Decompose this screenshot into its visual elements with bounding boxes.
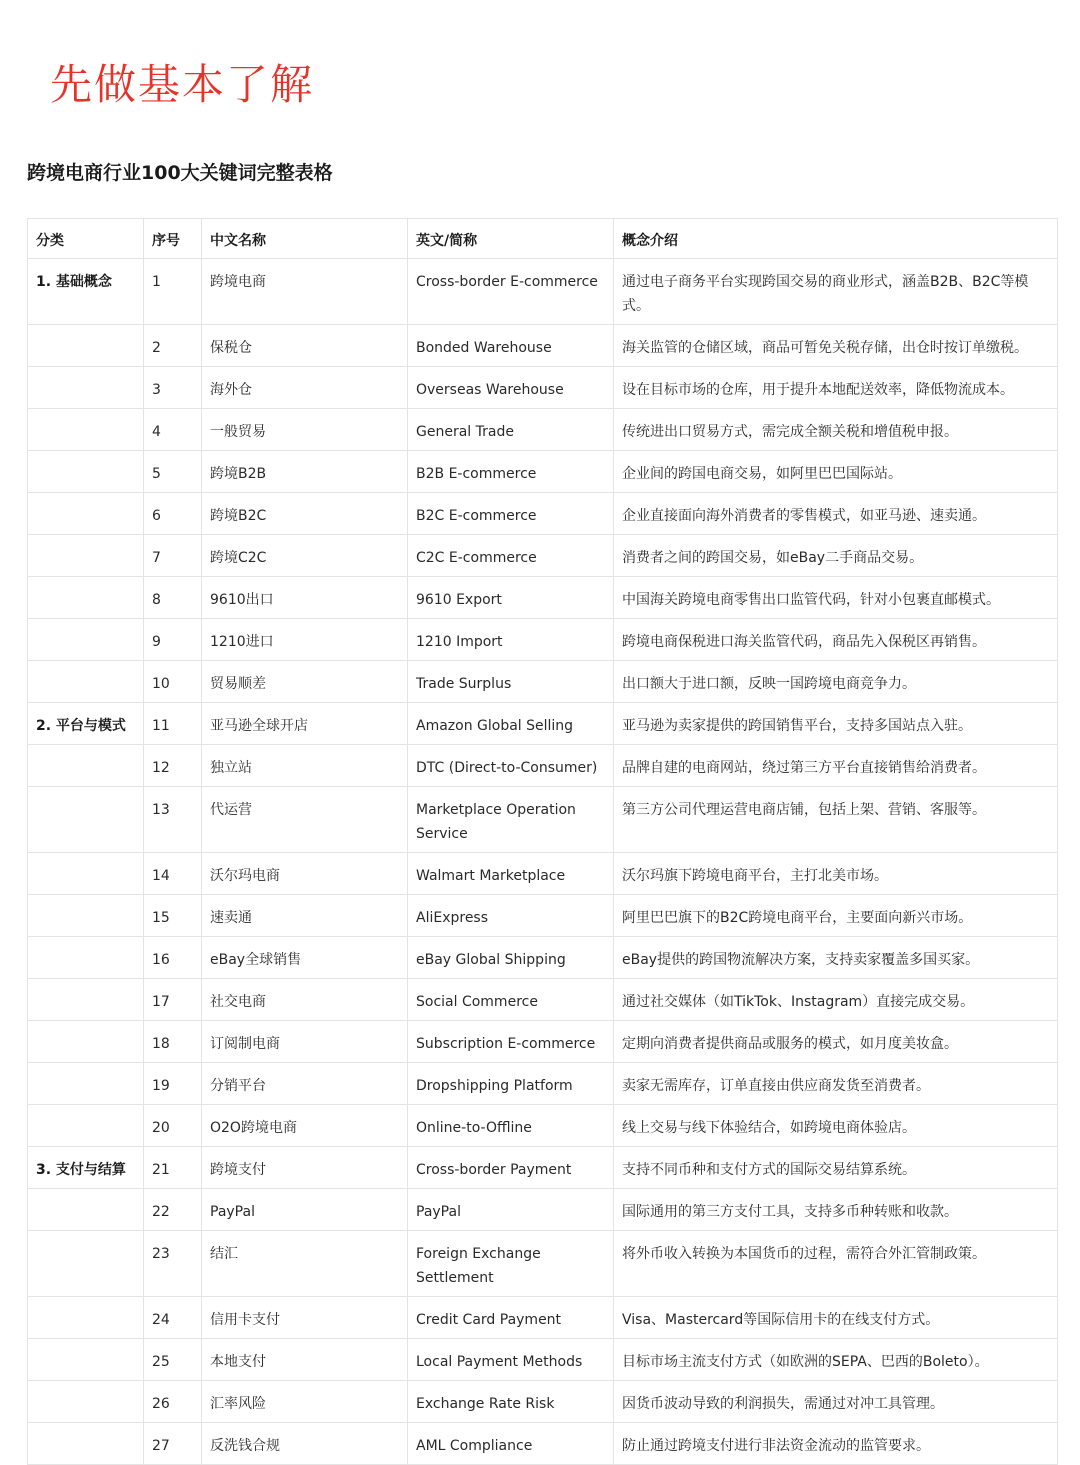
category-cell	[28, 979, 144, 1021]
index-cell: 3	[144, 367, 202, 409]
chinese-name-cell: 一般贸易	[202, 409, 408, 451]
index-cell: 11	[144, 703, 202, 745]
english-name-cell: Marketplace Operation Service	[408, 787, 614, 853]
english-name-cell: DTC (Direct-to-Consumer)	[408, 745, 614, 787]
description-cell: 消费者之间的跨国交易，如eBay二手商品交易。	[614, 535, 1058, 577]
english-name-cell: Dropshipping Platform	[408, 1063, 614, 1105]
english-name-cell: Subscription E-commerce	[408, 1021, 614, 1063]
english-name-cell: General Trade	[408, 409, 614, 451]
table-row	[28, 451, 1058, 493]
chinese-name-cell: 本地支付	[202, 1339, 408, 1381]
category-cell	[28, 1231, 144, 1297]
index-cell: 24	[144, 1297, 202, 1339]
table-header-row	[28, 219, 1058, 259]
description-cell: 企业间的跨国电商交易，如阿里巴巴国际站。	[614, 451, 1058, 493]
table-row	[28, 703, 1058, 745]
description-cell: 通过社交媒体（如TikTok、Instagram）直接完成交易。	[614, 979, 1058, 1021]
table-row	[28, 1423, 1058, 1465]
english-name-cell: 1210 Import	[408, 619, 614, 661]
category-cell	[28, 1021, 144, 1063]
index-cell: 19	[144, 1063, 202, 1105]
category-cell	[28, 1339, 144, 1381]
english-name-cell: C2C E-commerce	[408, 535, 614, 577]
page-headline: 先做基本了解	[50, 60, 315, 109]
chinese-name-cell: PayPal	[202, 1189, 408, 1231]
chinese-name-cell: 结汇	[202, 1231, 408, 1297]
category-cell	[28, 1423, 144, 1465]
header-chinese-name: 中文名称	[202, 219, 408, 259]
english-name-cell: B2C E-commerce	[408, 493, 614, 535]
category-cell	[28, 619, 144, 661]
english-name-cell: Overseas Warehouse	[408, 367, 614, 409]
description-cell: Visa、Mastercard等国际信用卡的在线支付方式。	[614, 1297, 1058, 1339]
table-row	[28, 853, 1058, 895]
table-row	[28, 787, 1058, 853]
header-description: 概念介绍	[614, 219, 1058, 259]
chinese-name-cell: 信用卡支付	[202, 1297, 408, 1339]
table-row	[28, 1189, 1058, 1231]
description-cell: 防止通过跨境支付进行非法资金流动的监管要求。	[614, 1423, 1058, 1465]
english-name-cell: Cross-border Payment	[408, 1147, 614, 1189]
category-cell	[28, 1297, 144, 1339]
description-cell: 品牌自建的电商网站，绕过第三方平台直接销售给消费者。	[614, 745, 1058, 787]
chinese-name-cell: 跨境支付	[202, 1147, 408, 1189]
header-index: 序号	[144, 219, 202, 259]
index-cell: 8	[144, 577, 202, 619]
description-cell: 目标市场主流支付方式（如欧洲的SEPA、巴西的Boleto）。	[614, 1339, 1058, 1381]
english-name-cell: Walmart Marketplace	[408, 853, 614, 895]
description-cell: 因货币波动导致的利润损失，需通过对冲工具管理。	[614, 1381, 1058, 1423]
description-cell: 支持不同币种和支付方式的国际交易结算系统。	[614, 1147, 1058, 1189]
chinese-name-cell: 反洗钱合规	[202, 1423, 408, 1465]
category-cell	[28, 367, 144, 409]
index-cell: 2	[144, 325, 202, 367]
english-name-cell: Foreign Exchange Settlement	[408, 1231, 614, 1297]
index-cell: 16	[144, 937, 202, 979]
table-row	[28, 1339, 1058, 1381]
chinese-name-cell: 海外仓	[202, 367, 408, 409]
description-cell: 线上交易与线下体验结合，如跨境电商体验店。	[614, 1105, 1058, 1147]
table-row	[28, 661, 1058, 703]
category-cell	[28, 1105, 144, 1147]
description-cell: 传统进出口贸易方式，需完成全额关税和增值税申报。	[614, 409, 1058, 451]
chinese-name-cell: 沃尔玛电商	[202, 853, 408, 895]
category-cell	[28, 1381, 144, 1423]
category-cell	[28, 325, 144, 367]
index-cell: 23	[144, 1231, 202, 1297]
english-name-cell: PayPal	[408, 1189, 614, 1231]
category-cell	[28, 451, 144, 493]
english-name-cell: Amazon Global Selling	[408, 703, 614, 745]
index-cell: 12	[144, 745, 202, 787]
header-english-name: 英文/简称	[408, 219, 614, 259]
category-cell: 3. 支付与结算	[28, 1147, 144, 1189]
description-cell: 通过电子商务平台实现跨国交易的商业形式，涵盖B2B、B2C等模式。	[614, 259, 1058, 325]
description-cell: 国际通用的第三方支付工具，支持多币种转账和收款。	[614, 1189, 1058, 1231]
table-row	[28, 577, 1058, 619]
table-row	[28, 619, 1058, 661]
category-cell	[28, 493, 144, 535]
category-cell	[28, 1063, 144, 1105]
index-cell: 10	[144, 661, 202, 703]
chinese-name-cell: 代运营	[202, 787, 408, 853]
index-cell: 14	[144, 853, 202, 895]
index-cell: 15	[144, 895, 202, 937]
category-cell	[28, 745, 144, 787]
category-cell	[28, 853, 144, 895]
description-cell: 卖家无需库存，订单直接由供应商发货至消费者。	[614, 1063, 1058, 1105]
table-row	[28, 895, 1058, 937]
chinese-name-cell: 9610出口	[202, 577, 408, 619]
english-name-cell: Bonded Warehouse	[408, 325, 614, 367]
description-cell: eBay提供的跨国物流解决方案，支持卖家覆盖多国买家。	[614, 937, 1058, 979]
table-row	[28, 1297, 1058, 1339]
description-cell: 阿里巴巴旗下的B2C跨境电商平台，主要面向新兴市场。	[614, 895, 1058, 937]
index-cell: 26	[144, 1381, 202, 1423]
table-row	[28, 409, 1058, 451]
category-cell	[28, 895, 144, 937]
index-cell: 21	[144, 1147, 202, 1189]
table-row	[28, 1147, 1058, 1189]
table-row	[28, 1381, 1058, 1423]
english-name-cell: Social Commerce	[408, 979, 614, 1021]
english-name-cell: Credit Card Payment	[408, 1297, 614, 1339]
table-row	[28, 493, 1058, 535]
description-cell: 第三方公司代理运营电商店铺，包括上架、营销、客服等。	[614, 787, 1058, 853]
english-name-cell: Cross-border E-commerce	[408, 259, 614, 325]
index-cell: 17	[144, 979, 202, 1021]
chinese-name-cell: 跨境B2B	[202, 451, 408, 493]
chinese-name-cell: 跨境B2C	[202, 493, 408, 535]
category-cell: 1. 基础概念	[28, 259, 144, 325]
index-cell: 25	[144, 1339, 202, 1381]
table-row	[28, 535, 1058, 577]
chinese-name-cell: 汇率风险	[202, 1381, 408, 1423]
index-cell: 20	[144, 1105, 202, 1147]
category-cell	[28, 1189, 144, 1231]
chinese-name-cell: 订阅制电商	[202, 1021, 408, 1063]
index-cell: 7	[144, 535, 202, 577]
chinese-name-cell: 跨境C2C	[202, 535, 408, 577]
description-cell: 跨境电商保税进口海关监管代码，商品先入保税区再销售。	[614, 619, 1058, 661]
chinese-name-cell: 独立站	[202, 745, 408, 787]
table-row	[28, 979, 1058, 1021]
description-cell: 出口额大于进口额，反映一国跨境电商竞争力。	[614, 661, 1058, 703]
chinese-name-cell: 社交电商	[202, 979, 408, 1021]
english-name-cell: eBay Global Shipping	[408, 937, 614, 979]
english-name-cell: Exchange Rate Risk	[408, 1381, 614, 1423]
english-name-cell: AML Compliance	[408, 1423, 614, 1465]
index-cell: 18	[144, 1021, 202, 1063]
table-row	[28, 367, 1058, 409]
description-cell: 中国海关跨境电商零售出口监管代码，针对小包裹直邮模式。	[614, 577, 1058, 619]
category-cell	[28, 937, 144, 979]
table-row	[28, 259, 1058, 325]
category-cell: 2. 平台与模式	[28, 703, 144, 745]
description-cell: 将外币收入转换为本国货币的过程，需符合外汇管制政策。	[614, 1231, 1058, 1297]
index-cell: 6	[144, 493, 202, 535]
table-row	[28, 1105, 1058, 1147]
chinese-name-cell: 分销平台	[202, 1063, 408, 1105]
table-row	[28, 1231, 1058, 1297]
index-cell: 4	[144, 409, 202, 451]
table-row	[28, 1021, 1058, 1063]
description-cell: 海关监管的仓储区域，商品可暂免关税存储，出仓时按订单缴税。	[614, 325, 1058, 367]
category-cell	[28, 577, 144, 619]
chinese-name-cell: 保税仓	[202, 325, 408, 367]
english-name-cell: Trade Surplus	[408, 661, 614, 703]
category-cell	[28, 661, 144, 703]
chinese-name-cell: O2O跨境电商	[202, 1105, 408, 1147]
table-row	[28, 745, 1058, 787]
chinese-name-cell: 1210进口	[202, 619, 408, 661]
header-category: 分类	[28, 219, 144, 259]
english-name-cell: 9610 Export	[408, 577, 614, 619]
table-row	[28, 937, 1058, 979]
table-row	[28, 1063, 1058, 1105]
description-cell: 沃尔玛旗下跨境电商平台，主打北美市场。	[614, 853, 1058, 895]
table-title: 跨境电商行业100大关键词完整表格	[27, 162, 333, 184]
chinese-name-cell: 速卖通	[202, 895, 408, 937]
category-cell	[28, 409, 144, 451]
index-cell: 22	[144, 1189, 202, 1231]
chinese-name-cell: 跨境电商	[202, 259, 408, 325]
index-cell: 1	[144, 259, 202, 325]
category-cell	[28, 787, 144, 853]
index-cell: 9	[144, 619, 202, 661]
english-name-cell: Online-to-Offline	[408, 1105, 614, 1147]
chinese-name-cell: 亚马逊全球开店	[202, 703, 408, 745]
category-cell	[28, 535, 144, 577]
description-cell: 企业直接面向海外消费者的零售模式，如亚马逊、速卖通。	[614, 493, 1058, 535]
table-row	[28, 325, 1058, 367]
description-cell: 亚马逊为卖家提供的跨国销售平台，支持多国站点入驻。	[614, 703, 1058, 745]
english-name-cell: Local Payment Methods	[408, 1339, 614, 1381]
index-cell: 13	[144, 787, 202, 853]
keyword-table	[27, 218, 1058, 1465]
english-name-cell: AliExpress	[408, 895, 614, 937]
english-name-cell: B2B E-commerce	[408, 451, 614, 493]
description-cell: 设在目标市场的仓库，用于提升本地配送效率，降低物流成本。	[614, 367, 1058, 409]
description-cell: 定期向消费者提供商品或服务的模式，如月度美妆盒。	[614, 1021, 1058, 1063]
chinese-name-cell: eBay全球销售	[202, 937, 408, 979]
chinese-name-cell: 贸易顺差	[202, 661, 408, 703]
index-cell: 5	[144, 451, 202, 493]
index-cell: 27	[144, 1423, 202, 1465]
